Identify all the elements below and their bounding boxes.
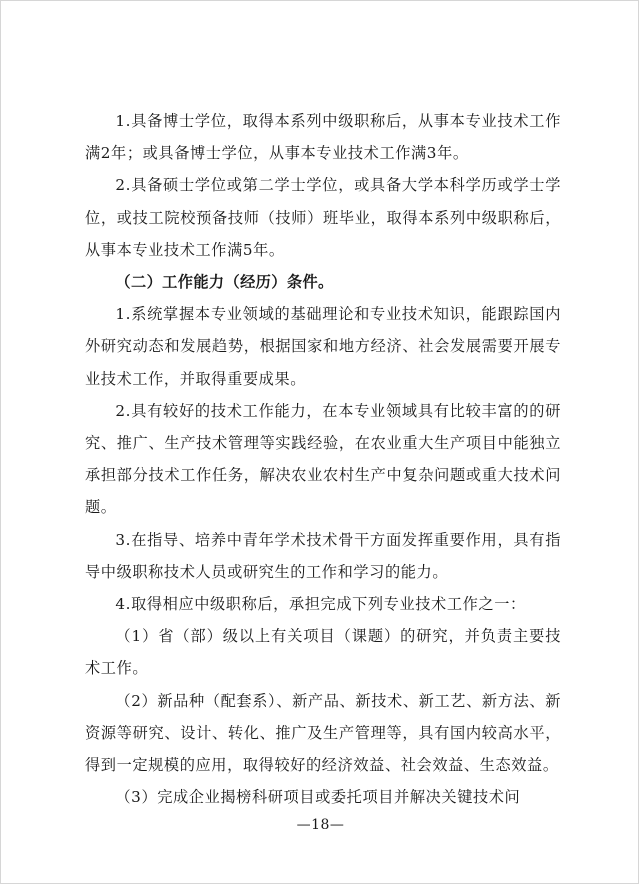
section-heading-work-ability: （二）工作能力（经历）条件。 <box>115 273 334 292</box>
paragraph-item-1: （1）省（部）级以上有关项目（课题）的研究，并负责主要技术工作。 <box>85 627 561 678</box>
paragraph-master-requirement: 2.具备硕士学位或第二学士学位，或具备大学本科学历或学士学位，或技工院校预备技师（技师）班毕业，取得本系列中级职称后，从事本专业技术工作满5年。 <box>85 176 561 259</box>
paragraph-ability-1: 1.系统掌握本专业领域的基础理论和专业技术知识，能跟踪国内外研究动态和发展趋势，根据国家和地方经济、社会发展需要开展专业技术工作，并取得重要成果。 <box>85 305 561 388</box>
paragraph-ability-4: 4.取得相应中级职称后，承担完成下列专业技术工作之一： <box>115 595 526 614</box>
page-number: —18— <box>296 817 345 833</box>
paragraph-phd-requirement: 1.具备博士学位，取得本系列中级职称后，从事本专业技术工作满2年；或具备博士学位，从事本专业技术工作满3年。 <box>85 112 561 163</box>
page-body <box>85 105 561 813</box>
paragraph-item-2: （2）新品种（配套系）、新产品、新技术、新工艺、新方法、新资源等研究、设计、转化、推广及生产管理等，具有国内较高水平，得到一定规模的应用，取得较好的经济效益、社会效益、生态效益。 <box>85 691 561 775</box>
paragraph-ability-2: 2.具有较好的技术工作能力，在本专业领域具有比较丰富的的研究、推广、生产技术管理等实践经验，在农业重大生产项目中能独立承担部分技术工作任务，解决农业农村生产中复杂问题或重大技术问题。 <box>85 401 561 517</box>
paragraph-ability-3: 3.在指导、培养中青年学术技术骨干方面发挥重要作用，具有指导中级职称技术人员或研究生的工作和学习的能力。 <box>85 530 561 581</box>
paragraph-item-3: （3）完成企业揭榜科研项目或委托项目并解决关键技术问 <box>115 788 521 807</box>
